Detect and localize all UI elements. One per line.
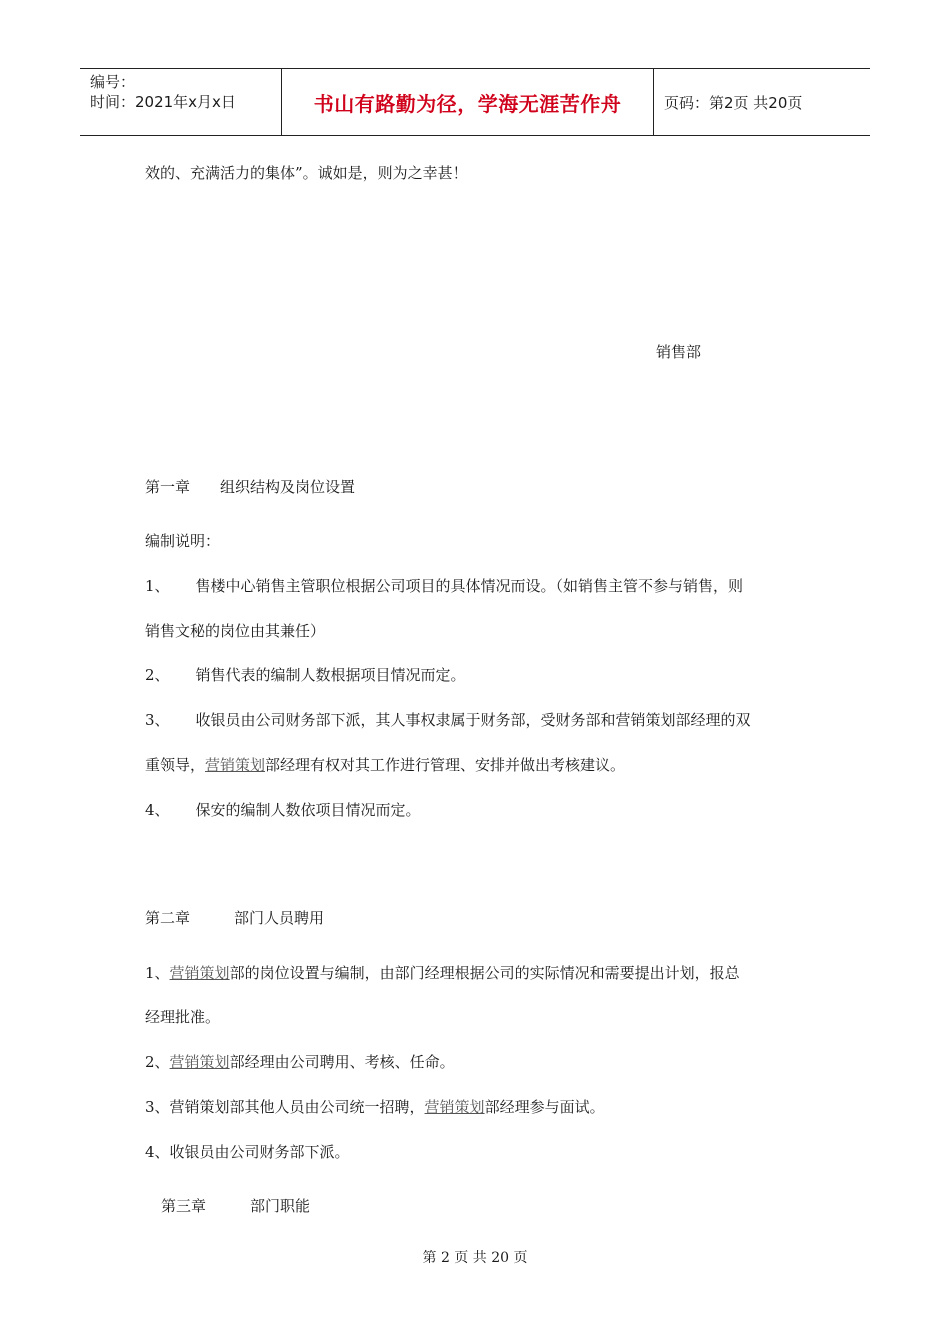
c1-item-2 [145, 664, 466, 685]
item-text: 部的岗位设置与编制，由部门经理根据公司的实际情况和需要提出计划，报总 [229, 964, 740, 982]
item-text: 保安的编制人数依项目情况而定。 [195, 801, 421, 819]
item-number: 2、 [145, 1053, 170, 1071]
chapter-1-heading [145, 476, 355, 497]
signature: 销售部 [656, 343, 702, 361]
page-header [80, 68, 870, 136]
c1-item-3-cont [145, 754, 625, 775]
chapter-3-number: 第三章 [161, 1197, 207, 1215]
c1-item-1-cont: 销售文秘的岗位由其兼任） [145, 622, 326, 640]
c2-item-4: 4、收银员由公司财务部下派。 [145, 1143, 350, 1161]
c2-item-3 [145, 1096, 605, 1117]
item-number: 1、 [145, 577, 170, 595]
chapter-1-number: 第一章 [145, 478, 191, 496]
page-footer: 第 2 页 共 20 页 [422, 1250, 528, 1266]
chapter-3-heading [161, 1195, 310, 1216]
item-number: 4、 [145, 801, 170, 819]
number-label: 编号： [90, 73, 136, 91]
intro-line: 效的、充满活力的集体”。诚如是，则为之幸甚！ [145, 164, 468, 182]
item-text: 收银员由公司财务部下派，其人事权隶属于财务部，受财务部和营销策划部经理的双 [195, 711, 751, 729]
item-text: 部经理由公司聘用、考核、任命。 [229, 1053, 455, 1071]
marketing-link[interactable]: 营销策划 [205, 756, 266, 774]
chapter-2-number: 第二章 [145, 909, 191, 927]
item-text: 部经理有权对其工作进行管理、安排并做出考核建议。 [265, 756, 626, 774]
item-number: 3、 [145, 711, 170, 729]
item-number: 1、 [145, 964, 170, 982]
marketing-link[interactable]: 营销策划 [169, 964, 230, 982]
chapter-3-title: 部门职能 [250, 1197, 311, 1215]
time-label: 时间：2021年x月x日 [90, 93, 236, 111]
item-text: 部经理参与面试。 [484, 1098, 605, 1116]
item-text: 销售代表的编制人数根据项目情况而定。 [195, 666, 466, 684]
item-text: 售楼中心销售主管职位根据公司项目的具体情况而设。（如销售主管不参与销售，则 [195, 577, 744, 595]
chapter-2-heading [145, 907, 324, 928]
chapter-1-title: 组织结构及岗位设置 [220, 478, 356, 496]
marketing-link[interactable]: 营销策划 [424, 1098, 485, 1116]
chapter-2-title: 部门人员聘用 [234, 909, 325, 927]
c2-item-1-cont: 经理批准。 [145, 1008, 221, 1026]
item-text: 重领导， [145, 756, 206, 774]
note-heading: 编制说明： [145, 532, 221, 550]
header-page-code: 页码：第2页 共20页 [664, 93, 803, 112]
item-text: 3、营销策划部其他人员由公司统一招聘， [145, 1098, 425, 1116]
c2-item-1 [145, 962, 740, 983]
item-number: 2、 [145, 666, 170, 684]
header-motto: 书山有路勤为径，学海无涯苦作舟 [282, 69, 654, 135]
marketing-link[interactable]: 营销策划 [169, 1053, 230, 1071]
header-meta [80, 69, 282, 135]
c1-item-1 [145, 575, 743, 596]
c1-item-3 [145, 709, 751, 730]
c2-item-2 [145, 1051, 455, 1072]
c1-item-4 [145, 799, 421, 820]
